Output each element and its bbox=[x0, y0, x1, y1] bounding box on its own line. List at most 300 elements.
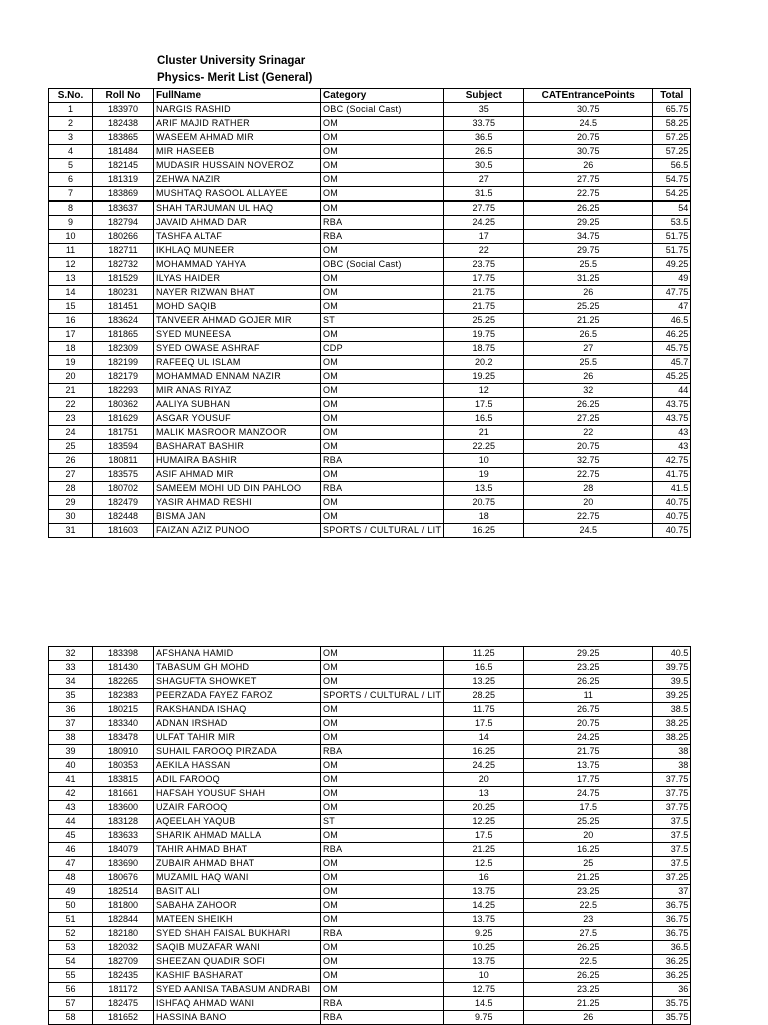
table-row bbox=[49, 173, 691, 187]
cell-category: OBC (Social Cast) bbox=[321, 103, 444, 117]
cell-total: 36.75 bbox=[653, 927, 691, 941]
cell-category: OM bbox=[321, 272, 444, 286]
cell-category: OM bbox=[321, 300, 444, 314]
cell-total: 49.25 bbox=[653, 258, 691, 272]
cell-category: OM bbox=[321, 647, 444, 661]
cell-cat-points: 23.25 bbox=[524, 885, 653, 899]
cell-fullname: SUHAIL FAROOQ PIRZADA bbox=[154, 745, 321, 759]
cell-cat-points: 26.5 bbox=[524, 328, 653, 342]
cell-sno: 13 bbox=[49, 272, 93, 286]
cell-sno: 55 bbox=[49, 969, 93, 983]
cell-sno: 33 bbox=[49, 661, 93, 675]
cell-sno: 46 bbox=[49, 843, 93, 857]
cell-fullname: BASHARAT BASHIR bbox=[154, 440, 321, 454]
cell-fullname: SABAHA ZAHOOR bbox=[154, 899, 321, 913]
table-row bbox=[49, 857, 691, 871]
cell-rollno: 183128 bbox=[93, 815, 154, 829]
cell-fullname: MOHD SAQIB bbox=[154, 300, 321, 314]
cell-category: OM bbox=[321, 787, 444, 801]
cell-subject: 24.25 bbox=[444, 216, 524, 230]
cell-fullname: AEKILA HASSAN bbox=[154, 759, 321, 773]
cell-rollno: 181751 bbox=[93, 426, 154, 440]
cell-cat-points: 25 bbox=[524, 857, 653, 871]
cell-total: 43 bbox=[653, 426, 691, 440]
table-row bbox=[49, 717, 691, 731]
cell-sno: 49 bbox=[49, 885, 93, 899]
cell-category: OM bbox=[321, 145, 444, 159]
cell-subject: 14.25 bbox=[444, 899, 524, 913]
cell-category: OM bbox=[321, 173, 444, 187]
cell-subject: 14 bbox=[444, 731, 524, 745]
table-row bbox=[49, 272, 691, 286]
cell-rollno: 183970 bbox=[93, 103, 154, 117]
cell-category: OM bbox=[321, 201, 444, 216]
cell-total: 37.5 bbox=[653, 829, 691, 843]
cell-fullname: HAFSAH YOUSUF SHAH bbox=[154, 787, 321, 801]
cell-subject: 20.75 bbox=[444, 496, 524, 510]
table-body-part-1 bbox=[49, 103, 691, 538]
cell-cat-points: 24.5 bbox=[524, 524, 653, 538]
cell-fullname: TANVEER AHMAD GOJER MIR bbox=[154, 314, 321, 328]
cell-cat-points: 22.5 bbox=[524, 955, 653, 969]
cell-fullname: TASHFA ALTAF bbox=[154, 230, 321, 244]
cell-cat-points: 24.25 bbox=[524, 731, 653, 745]
cell-cat-points: 21.25 bbox=[524, 314, 653, 328]
cell-cat-points: 26.75 bbox=[524, 703, 653, 717]
cell-subject: 17.5 bbox=[444, 829, 524, 843]
cell-sno: 19 bbox=[49, 356, 93, 370]
table-row bbox=[49, 703, 691, 717]
cell-total: 37 bbox=[653, 885, 691, 899]
cell-fullname: FAIZAN AZIZ PUNOO bbox=[154, 524, 321, 538]
cell-sno: 15 bbox=[49, 300, 93, 314]
cell-sno: 42 bbox=[49, 787, 93, 801]
cell-cat-points: 26.25 bbox=[524, 675, 653, 689]
cell-rollno: 181484 bbox=[93, 145, 154, 159]
cell-cat-points: 26 bbox=[524, 286, 653, 300]
cell-total: 35.75 bbox=[653, 1011, 691, 1025]
cell-rollno: 182199 bbox=[93, 356, 154, 370]
cell-subject: 10 bbox=[444, 454, 524, 468]
cell-sno: 27 bbox=[49, 468, 93, 482]
table-row bbox=[49, 997, 691, 1011]
university-title: Cluster University Srinagar bbox=[157, 55, 306, 67]
table-row bbox=[49, 647, 691, 661]
cell-subject: 27 bbox=[444, 173, 524, 187]
cell-rollno: 181800 bbox=[93, 899, 154, 913]
cell-subject: 27.75 bbox=[444, 201, 524, 216]
cell-sno: 40 bbox=[49, 759, 93, 773]
cell-rollno: 181451 bbox=[93, 300, 154, 314]
cell-total: 39.5 bbox=[653, 675, 691, 689]
cell-total: 57.25 bbox=[653, 131, 691, 145]
cell-fullname: SHAH TARJUMAN UL HAQ bbox=[154, 201, 321, 216]
cell-fullname: RAFEEQ UL ISLAM bbox=[154, 356, 321, 370]
cell-subject: 23.75 bbox=[444, 258, 524, 272]
cell-rollno: 183340 bbox=[93, 717, 154, 731]
cell-subject: 17.5 bbox=[444, 398, 524, 412]
cell-subject: 35 bbox=[444, 103, 524, 117]
table-row bbox=[49, 384, 691, 398]
table-row bbox=[49, 244, 691, 258]
cell-cat-points: 26 bbox=[524, 159, 653, 173]
table-row bbox=[49, 482, 691, 496]
table-row bbox=[49, 201, 691, 216]
col-header-total: Total bbox=[653, 89, 691, 103]
cell-rollno: 184079 bbox=[93, 843, 154, 857]
cell-fullname: KASHIF BASHARAT bbox=[154, 969, 321, 983]
cell-total: 40.75 bbox=[653, 510, 691, 524]
cell-subject: 20.2 bbox=[444, 356, 524, 370]
cell-category: OM bbox=[321, 468, 444, 482]
cell-subject: 12.25 bbox=[444, 815, 524, 829]
cell-total: 38 bbox=[653, 759, 691, 773]
cell-rollno: 182180 bbox=[93, 927, 154, 941]
cell-cat-points: 34.75 bbox=[524, 230, 653, 244]
cell-subject: 17.5 bbox=[444, 717, 524, 731]
cell-subject: 22.25 bbox=[444, 440, 524, 454]
cell-rollno: 183624 bbox=[93, 314, 154, 328]
cell-fullname: NAYER RIZWAN BHAT bbox=[154, 286, 321, 300]
cell-subject: 22 bbox=[444, 244, 524, 258]
cell-category: OM bbox=[321, 717, 444, 731]
cell-sno: 26 bbox=[49, 454, 93, 468]
cell-category: OBC (Social Cast) bbox=[321, 258, 444, 272]
cell-rollno: 183478 bbox=[93, 731, 154, 745]
cell-sno: 29 bbox=[49, 496, 93, 510]
cell-cat-points: 20.75 bbox=[524, 440, 653, 454]
cell-subject: 21.75 bbox=[444, 286, 524, 300]
cell-total: 43.75 bbox=[653, 412, 691, 426]
cell-sno: 7 bbox=[49, 187, 93, 202]
table-row bbox=[49, 913, 691, 927]
table-row bbox=[49, 145, 691, 159]
table-row bbox=[49, 496, 691, 510]
cell-sno: 30 bbox=[49, 510, 93, 524]
cell-rollno: 182438 bbox=[93, 117, 154, 131]
cell-category: SPORTS / CULTURAL / LIT bbox=[321, 689, 444, 703]
cell-total: 37.5 bbox=[653, 857, 691, 871]
table-row bbox=[49, 927, 691, 941]
cell-total: 36 bbox=[653, 983, 691, 997]
cell-subject: 13.75 bbox=[444, 955, 524, 969]
cell-cat-points: 27.75 bbox=[524, 173, 653, 187]
table-row bbox=[49, 955, 691, 969]
cell-rollno: 183637 bbox=[93, 201, 154, 216]
cell-sno: 21 bbox=[49, 384, 93, 398]
cell-subject: 17 bbox=[444, 230, 524, 244]
cell-cat-points: 20 bbox=[524, 496, 653, 510]
cell-cat-points: 24.75 bbox=[524, 787, 653, 801]
cell-total: 35.75 bbox=[653, 997, 691, 1011]
table-row bbox=[49, 829, 691, 843]
table-row bbox=[49, 899, 691, 913]
table-row bbox=[49, 689, 691, 703]
cell-fullname: NARGIS RASHID bbox=[154, 103, 321, 117]
cell-sno: 12 bbox=[49, 258, 93, 272]
cell-rollno: 183869 bbox=[93, 187, 154, 202]
cell-total: 53.5 bbox=[653, 216, 691, 230]
cell-cat-points: 17.75 bbox=[524, 773, 653, 787]
table-row bbox=[49, 468, 691, 482]
cell-rollno: 183594 bbox=[93, 440, 154, 454]
cell-total: 54 bbox=[653, 201, 691, 216]
cell-subject: 30.5 bbox=[444, 159, 524, 173]
cell-cat-points: 25.25 bbox=[524, 815, 653, 829]
cell-rollno: 182145 bbox=[93, 159, 154, 173]
cell-subject: 28.25 bbox=[444, 689, 524, 703]
table-row bbox=[49, 801, 691, 815]
cell-sno: 23 bbox=[49, 412, 93, 426]
cell-sno: 32 bbox=[49, 647, 93, 661]
cell-category: RBA bbox=[321, 216, 444, 230]
cell-fullname: MOHAMMAD YAHYA bbox=[154, 258, 321, 272]
cell-sno: 8 bbox=[49, 201, 93, 216]
cell-rollno: 181652 bbox=[93, 1011, 154, 1025]
cell-fullname: SAMEEM MOHI UD DIN PAHLOO bbox=[154, 482, 321, 496]
cell-cat-points: 25.25 bbox=[524, 300, 653, 314]
merit-table-part-2 bbox=[48, 646, 691, 1025]
cell-rollno: 180362 bbox=[93, 398, 154, 412]
cell-subject: 13.25 bbox=[444, 675, 524, 689]
cell-fullname: IKHLAQ MUNEER bbox=[154, 244, 321, 258]
cell-cat-points: 21.75 bbox=[524, 745, 653, 759]
cell-cat-points: 28 bbox=[524, 482, 653, 496]
table-row bbox=[49, 426, 691, 440]
table-row bbox=[49, 983, 691, 997]
cell-category: RBA bbox=[321, 997, 444, 1011]
cell-cat-points: 30.75 bbox=[524, 103, 653, 117]
cell-fullname: ADIL FAROOQ bbox=[154, 773, 321, 787]
cell-category: OM bbox=[321, 829, 444, 843]
cell-category: RBA bbox=[321, 843, 444, 857]
cell-total: 36.5 bbox=[653, 941, 691, 955]
cell-sno: 31 bbox=[49, 524, 93, 538]
cell-fullname: UZAIR FAROOQ bbox=[154, 801, 321, 815]
cell-rollno: 182711 bbox=[93, 244, 154, 258]
cell-rollno: 183690 bbox=[93, 857, 154, 871]
cell-sno: 34 bbox=[49, 675, 93, 689]
cell-sno: 37 bbox=[49, 717, 93, 731]
cell-sno: 16 bbox=[49, 314, 93, 328]
cell-rollno: 180353 bbox=[93, 759, 154, 773]
cell-subject: 9.25 bbox=[444, 927, 524, 941]
table-row bbox=[49, 773, 691, 787]
cell-rollno: 181603 bbox=[93, 524, 154, 538]
cell-category: OM bbox=[321, 370, 444, 384]
cell-subject: 24.25 bbox=[444, 759, 524, 773]
cell-sno: 3 bbox=[49, 131, 93, 145]
cell-sno: 36 bbox=[49, 703, 93, 717]
table-row bbox=[49, 871, 691, 885]
cell-total: 37.5 bbox=[653, 843, 691, 857]
cell-rollno: 180231 bbox=[93, 286, 154, 300]
cell-total: 46.25 bbox=[653, 328, 691, 342]
cell-subject: 10.25 bbox=[444, 941, 524, 955]
cell-sno: 48 bbox=[49, 871, 93, 885]
cell-fullname: ARIF MAJID RATHER bbox=[154, 117, 321, 131]
cell-sno: 10 bbox=[49, 230, 93, 244]
cell-total: 49 bbox=[653, 272, 691, 286]
cell-fullname: PEERZADA FAYEZ FAROZ bbox=[154, 689, 321, 703]
cell-rollno: 183600 bbox=[93, 801, 154, 815]
cell-cat-points: 32 bbox=[524, 384, 653, 398]
cell-cat-points: 20.75 bbox=[524, 717, 653, 731]
cell-fullname: HASSINA BANO bbox=[154, 1011, 321, 1025]
cell-cat-points: 26 bbox=[524, 370, 653, 384]
col-header-cat-points: CATEntrancePoints bbox=[524, 89, 653, 103]
cell-cat-points: 29.75 bbox=[524, 244, 653, 258]
cell-rollno: 182794 bbox=[93, 216, 154, 230]
cell-fullname: AALIYA SUBHAN bbox=[154, 398, 321, 412]
cell-sno: 51 bbox=[49, 913, 93, 927]
cell-subject: 12.75 bbox=[444, 983, 524, 997]
cell-total: 39.25 bbox=[653, 689, 691, 703]
cell-sno: 25 bbox=[49, 440, 93, 454]
cell-category: OM bbox=[321, 675, 444, 689]
cell-fullname: SHAGUFTA SHOWKET bbox=[154, 675, 321, 689]
cell-category: OM bbox=[321, 955, 444, 969]
cell-category: OM bbox=[321, 440, 444, 454]
cell-rollno: 180215 bbox=[93, 703, 154, 717]
cell-sno: 18 bbox=[49, 342, 93, 356]
cell-total: 40.5 bbox=[653, 647, 691, 661]
cell-category: OM bbox=[321, 131, 444, 145]
cell-sno: 38 bbox=[49, 731, 93, 745]
cell-cat-points: 31.25 bbox=[524, 272, 653, 286]
cell-fullname: MIR HASEEB bbox=[154, 145, 321, 159]
cell-subject: 13.75 bbox=[444, 913, 524, 927]
table-header-row bbox=[49, 89, 691, 103]
cell-rollno: 183633 bbox=[93, 829, 154, 843]
cell-category: OM bbox=[321, 913, 444, 927]
cell-category: OM bbox=[321, 871, 444, 885]
cell-sno: 44 bbox=[49, 815, 93, 829]
cell-fullname: MATEEN SHEIKH bbox=[154, 913, 321, 927]
cell-fullname: ASGAR YOUSUF bbox=[154, 412, 321, 426]
cell-cat-points: 22 bbox=[524, 426, 653, 440]
table-row bbox=[49, 117, 691, 131]
cell-cat-points: 23.25 bbox=[524, 661, 653, 675]
col-header-rollno: Roll No bbox=[93, 89, 154, 103]
cell-rollno: 182514 bbox=[93, 885, 154, 899]
cell-rollno: 182309 bbox=[93, 342, 154, 356]
cell-category: OM bbox=[321, 244, 444, 258]
cell-category: ST bbox=[321, 815, 444, 829]
cell-category: OM bbox=[321, 801, 444, 815]
cell-fullname: ULFAT TAHIR MIR bbox=[154, 731, 321, 745]
cell-fullname: MOHAMMAD ENNAM NAZIR bbox=[154, 370, 321, 384]
cell-rollno: 182732 bbox=[93, 258, 154, 272]
cell-rollno: 180910 bbox=[93, 745, 154, 759]
cell-subject: 19 bbox=[444, 468, 524, 482]
cell-rollno: 181865 bbox=[93, 328, 154, 342]
cell-total: 37.75 bbox=[653, 773, 691, 787]
table-row bbox=[49, 356, 691, 370]
cell-fullname: HUMAIRA BASHIR bbox=[154, 454, 321, 468]
cell-rollno: 182448 bbox=[93, 510, 154, 524]
cell-rollno: 183398 bbox=[93, 647, 154, 661]
merit-list-title: Physics- Merit List (General) bbox=[157, 72, 313, 84]
cell-cat-points: 32.75 bbox=[524, 454, 653, 468]
cell-rollno: 182383 bbox=[93, 689, 154, 703]
cell-rollno: 182709 bbox=[93, 955, 154, 969]
cell-cat-points: 23 bbox=[524, 913, 653, 927]
cell-total: 37.75 bbox=[653, 787, 691, 801]
cell-fullname: MUDASIR HUSSAIN NOVEROZ bbox=[154, 159, 321, 173]
table-row bbox=[49, 731, 691, 745]
cell-cat-points: 26 bbox=[524, 1011, 653, 1025]
cell-rollno: 182475 bbox=[93, 997, 154, 1011]
cell-total: 58.25 bbox=[653, 117, 691, 131]
cell-cat-points: 20.75 bbox=[524, 131, 653, 145]
cell-rollno: 180676 bbox=[93, 871, 154, 885]
cell-rollno: 183815 bbox=[93, 773, 154, 787]
cell-fullname: YASIR AHMAD RESHI bbox=[154, 496, 321, 510]
cell-sno: 47 bbox=[49, 857, 93, 871]
cell-subject: 16 bbox=[444, 871, 524, 885]
cell-total: 36.25 bbox=[653, 969, 691, 983]
cell-sno: 35 bbox=[49, 689, 93, 703]
cell-total: 36.75 bbox=[653, 913, 691, 927]
cell-category: OM bbox=[321, 286, 444, 300]
cell-subject: 16.25 bbox=[444, 524, 524, 538]
cell-sno: 56 bbox=[49, 983, 93, 997]
cell-total: 47 bbox=[653, 300, 691, 314]
cell-subject: 33.75 bbox=[444, 117, 524, 131]
cell-rollno: 182265 bbox=[93, 675, 154, 689]
cell-total: 36.25 bbox=[653, 955, 691, 969]
cell-category: OM bbox=[321, 496, 444, 510]
cell-category: RBA bbox=[321, 1011, 444, 1025]
cell-subject: 16.5 bbox=[444, 412, 524, 426]
cell-category: OM bbox=[321, 969, 444, 983]
table-row bbox=[49, 454, 691, 468]
cell-cat-points: 29.25 bbox=[524, 216, 653, 230]
cell-rollno: 181529 bbox=[93, 272, 154, 286]
cell-subject: 20.25 bbox=[444, 801, 524, 815]
cell-subject: 18 bbox=[444, 510, 524, 524]
table-row bbox=[49, 216, 691, 230]
cell-total: 38 bbox=[653, 745, 691, 759]
cell-rollno: 181172 bbox=[93, 983, 154, 997]
cell-sno: 52 bbox=[49, 927, 93, 941]
cell-sno: 5 bbox=[49, 159, 93, 173]
table-row bbox=[49, 103, 691, 117]
cell-category: OM bbox=[321, 731, 444, 745]
cell-total: 38.5 bbox=[653, 703, 691, 717]
cell-total: 38.25 bbox=[653, 731, 691, 745]
cell-category: OM bbox=[321, 661, 444, 675]
cell-category: OM bbox=[321, 759, 444, 773]
cell-subject: 12 bbox=[444, 384, 524, 398]
col-header-fullname: FullName bbox=[154, 89, 321, 103]
cell-rollno: 182479 bbox=[93, 496, 154, 510]
cell-subject: 21.25 bbox=[444, 843, 524, 857]
cell-subject: 14.5 bbox=[444, 997, 524, 1011]
cell-fullname: WASEEM AHMAD MIR bbox=[154, 131, 321, 145]
cell-rollno: 182844 bbox=[93, 913, 154, 927]
cell-subject: 11.25 bbox=[444, 647, 524, 661]
cell-fullname: AQEELAH YAQUB bbox=[154, 815, 321, 829]
table-row bbox=[49, 370, 691, 384]
cell-total: 45.75 bbox=[653, 342, 691, 356]
cell-sno: 22 bbox=[49, 398, 93, 412]
table-row bbox=[49, 286, 691, 300]
cell-category: OM bbox=[321, 703, 444, 717]
table-row bbox=[49, 759, 691, 773]
cell-subject: 11.75 bbox=[444, 703, 524, 717]
